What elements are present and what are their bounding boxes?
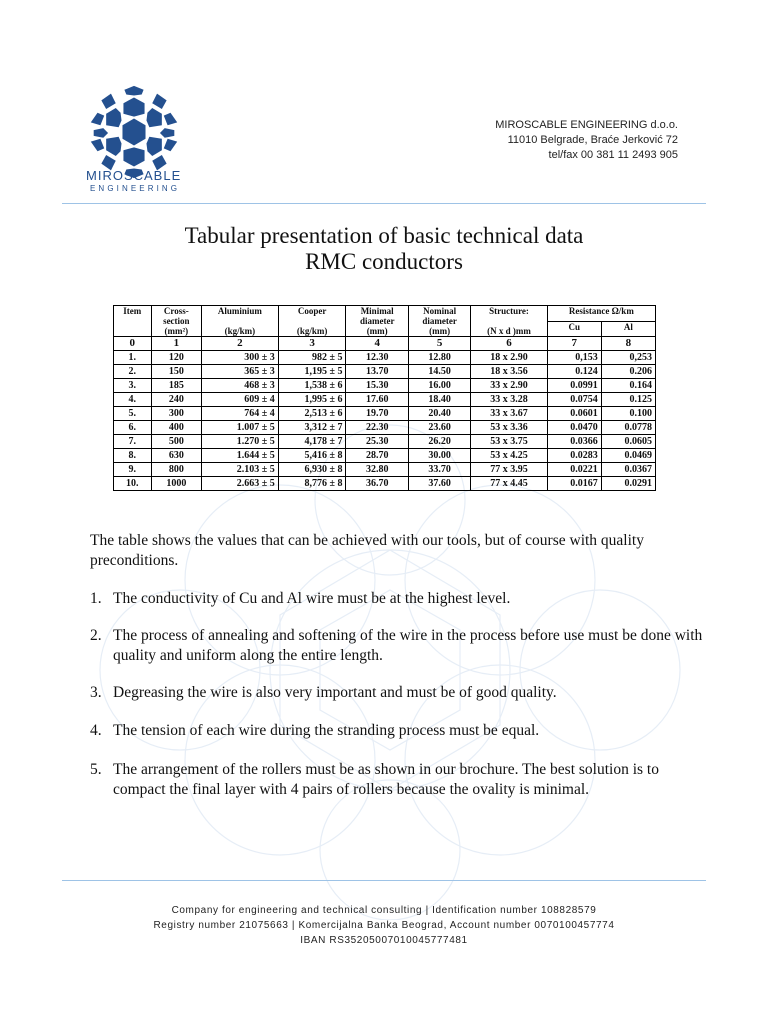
header-aluminium: Aluminium (kg/km) <box>202 306 279 337</box>
table-row <box>114 393 656 407</box>
page-subtitle: RMC conductors <box>305 249 463 274</box>
table-cell: 800 <box>151 463 201 477</box>
table-cell: 53 x 3.75 <box>471 435 547 449</box>
table-cell: 0.0469 <box>601 449 655 463</box>
footer-line-3: IBAN RS35205007010045777481 <box>300 935 468 946</box>
header-cooper: Cooper (kg/km) <box>278 306 346 337</box>
list-item <box>90 589 710 609</box>
list-number: 5. <box>90 761 102 778</box>
table-cell: 1000 <box>151 477 201 491</box>
table-row <box>114 435 656 449</box>
table-cell: 764 ± 4 <box>202 407 279 421</box>
list-item <box>90 760 710 800</box>
table-cell: 12.80 <box>408 351 470 365</box>
page-title: Tabular presentation of basic technical data <box>184 223 584 248</box>
table-cell: 1,195 ± 5 <box>278 365 346 379</box>
table-row <box>114 421 656 435</box>
table-cell: 4 <box>346 337 408 351</box>
table-cell: 4. <box>114 393 152 407</box>
table-cell: 2.103 ± 5 <box>202 463 279 477</box>
table-cell: 1. <box>114 351 152 365</box>
table-cell: 400 <box>151 421 201 435</box>
table-cell: 0.206 <box>601 365 655 379</box>
intro-paragraph: The table shows the values that can be achieved with our tools, but of course with quality preconditions. <box>90 532 644 569</box>
table-cell: 120 <box>151 351 201 365</box>
table-cell: 33 x 3.28 <box>471 393 547 407</box>
table-cell: 2 <box>202 337 279 351</box>
header-structure: Structure: (N x d )mm <box>471 306 547 337</box>
table-cell: 9. <box>114 463 152 477</box>
list-text: The conductivity of Cu and Al wire must be at the highest level. <box>113 590 511 607</box>
table-cell: 18 x 2.90 <box>471 351 547 365</box>
table-cell: 77 x 3.95 <box>471 463 547 477</box>
header-minimal-diameter: Minimal diameter (mm) <box>346 306 408 337</box>
table-index-row <box>114 337 656 351</box>
company-address <box>495 118 678 163</box>
table-cell: 0.100 <box>601 407 655 421</box>
table-cell: 17.60 <box>346 393 408 407</box>
table-cell: 0.0291 <box>601 477 655 491</box>
list-number: 2. <box>90 627 102 644</box>
address-street: 11010 Belgrade, Braće Jerković 72 <box>507 134 678 146</box>
table-cell: 5,416 ± 8 <box>278 449 346 463</box>
table-cell: 609 ± 4 <box>202 393 279 407</box>
table-cell: 4,178 ± 7 <box>278 435 346 449</box>
table-row <box>114 463 656 477</box>
table-cell: 2.663 ± 5 <box>202 477 279 491</box>
table-cell: 1.644 ± 5 <box>202 449 279 463</box>
table-cell: 25.30 <box>346 435 408 449</box>
table-cell: 150 <box>151 365 201 379</box>
table-cell: 3. <box>114 379 152 393</box>
table-cell: 0.164 <box>601 379 655 393</box>
table-row <box>114 477 656 491</box>
table-cell: 77 x 4.45 <box>471 477 547 491</box>
table-cell: 0.0221 <box>547 463 601 477</box>
list-text: The tension of each wire during the stranding process must be equal. <box>113 722 540 739</box>
table-cell: 0.0167 <box>547 477 601 491</box>
list-number: 4. <box>90 722 102 739</box>
table-cell: 6 <box>471 337 547 351</box>
header-resistance-cu: Cu <box>547 321 601 337</box>
table-cell: 1,995 ± 6 <box>278 393 346 407</box>
table-cell: 982 ± 5 <box>278 351 346 365</box>
table-cell: 300 ± 3 <box>202 351 279 365</box>
table-cell: 33 x 3.67 <box>471 407 547 421</box>
watermark-graphic <box>70 420 710 920</box>
table-cell: 33.70 <box>408 463 470 477</box>
list-text: The arrangement of the rollers must be as shown in our brochure. The best solution is to compact the final layer with 4 pairs of rollers because the ovality is minimal. <box>113 761 659 798</box>
table-row <box>114 407 656 421</box>
table-cell: 53 x 4.25 <box>471 449 547 463</box>
table-cell: 0.0601 <box>547 407 601 421</box>
header-item: Item <box>114 306 152 337</box>
table-cell: 7 <box>547 337 601 351</box>
footer-divider <box>62 880 706 881</box>
table-cell: 33 x 2.90 <box>471 379 547 393</box>
table-cell: 13.70 <box>346 365 408 379</box>
table-cell: 240 <box>151 393 201 407</box>
table-cell: 0.0283 <box>547 449 601 463</box>
table-cell: 20.40 <box>408 407 470 421</box>
table-cell: 8,776 ± 8 <box>278 477 346 491</box>
table-cell: 2,513 ± 6 <box>278 407 346 421</box>
table-cell: 26.20 <box>408 435 470 449</box>
table-cell: 8 <box>601 337 655 351</box>
table-cell: 0,153 <box>547 351 601 365</box>
table-cell: 53 x 3.36 <box>471 421 547 435</box>
table-cell: 8. <box>114 449 152 463</box>
table-cell: 32.80 <box>346 463 408 477</box>
footer-line-2: Registry number 21075663 | Komercijalna Banka Beograd, Account number 0070100457774 <box>153 920 615 931</box>
table-cell: 3 <box>278 337 346 351</box>
table-cell: 28.70 <box>346 449 408 463</box>
table-cell: 1.007 ± 5 <box>202 421 279 435</box>
table-cell: 500 <box>151 435 201 449</box>
miroscable-logo <box>86 84 182 180</box>
table-cell: 2. <box>114 365 152 379</box>
table-row <box>114 351 656 365</box>
technical-data-table <box>113 305 656 491</box>
table-cell: 630 <box>151 449 201 463</box>
table-cell: 5 <box>408 337 470 351</box>
list-text: Degreasing the wire is also very important and must be of good quality. <box>113 684 557 701</box>
table-cell: 5. <box>114 407 152 421</box>
table-cell: 6,930 ± 8 <box>278 463 346 477</box>
logo-name: MIROSCABLE <box>86 168 182 183</box>
table-cell: 30.00 <box>408 449 470 463</box>
footer-line-1: Company for engineering and technical consulting | Identification number 108828579 <box>171 905 597 916</box>
table-cell: 0.124 <box>547 365 601 379</box>
table-cell: 0 <box>114 337 152 351</box>
table-cell: 0,253 <box>601 351 655 365</box>
table-cell: 12.30 <box>346 351 408 365</box>
table-cell: 7. <box>114 435 152 449</box>
table-cell: 6. <box>114 421 152 435</box>
table-cell: 468 ± 3 <box>202 379 279 393</box>
logo-subtitle: ENGINEERING <box>90 184 181 193</box>
table-cell: 23.60 <box>408 421 470 435</box>
address-company: MIROSCABLE ENGINEERING d.o.o. <box>495 119 678 131</box>
table-cell: 1 <box>151 337 201 351</box>
table-cell: 16.00 <box>408 379 470 393</box>
table-cell: 14.50 <box>408 365 470 379</box>
list-number: 1. <box>90 590 102 607</box>
table-cell: 0.0991 <box>547 379 601 393</box>
table-row <box>114 449 656 463</box>
header-resistance-al: Al <box>601 321 655 337</box>
table-cell: 0.0470 <box>547 421 601 435</box>
table-cell: 1.270 ± 5 <box>202 435 279 449</box>
header-divider <box>62 203 706 204</box>
table-cell: 0.0754 <box>547 393 601 407</box>
table-cell: 0.0778 <box>601 421 655 435</box>
address-phone: tel/fax 00 381 11 2493 905 <box>548 149 678 161</box>
table-cell: 0.125 <box>601 393 655 407</box>
table-cell: 0.0366 <box>547 435 601 449</box>
header-nominal-diameter: Nominal diameter (mm) <box>408 306 470 337</box>
table-cell: 18.40 <box>408 393 470 407</box>
table-cell: 10. <box>114 477 152 491</box>
list-text: The process of annealing and softening of the wire in the process before use must be done with quality and uniform along the entire length. <box>113 627 703 664</box>
header-cross-section: Cross- section (mm²) <box>151 306 201 337</box>
table-cell: 18 x 3.56 <box>471 365 547 379</box>
table-cell: 36.70 <box>346 477 408 491</box>
table-cell: 1,538 ± 6 <box>278 379 346 393</box>
table-cell: 365 ± 3 <box>202 365 279 379</box>
table-row <box>114 365 656 379</box>
table-row <box>114 379 656 393</box>
table-cell: 37.60 <box>408 477 470 491</box>
header-resistance: Resistance Ω/km <box>547 306 655 322</box>
table-cell: 0.0367 <box>601 463 655 477</box>
table-cell: 300 <box>151 407 201 421</box>
list-item <box>90 626 710 666</box>
table-cell: 19.70 <box>346 407 408 421</box>
table-cell: 3,312 ± 7 <box>278 421 346 435</box>
list-item <box>90 721 710 741</box>
table-cell: 185 <box>151 379 201 393</box>
table-cell: 15.30 <box>346 379 408 393</box>
list-item <box>90 683 710 703</box>
list-number: 3. <box>90 684 102 701</box>
table-cell: 0.0605 <box>601 435 655 449</box>
table-cell: 22.30 <box>346 421 408 435</box>
